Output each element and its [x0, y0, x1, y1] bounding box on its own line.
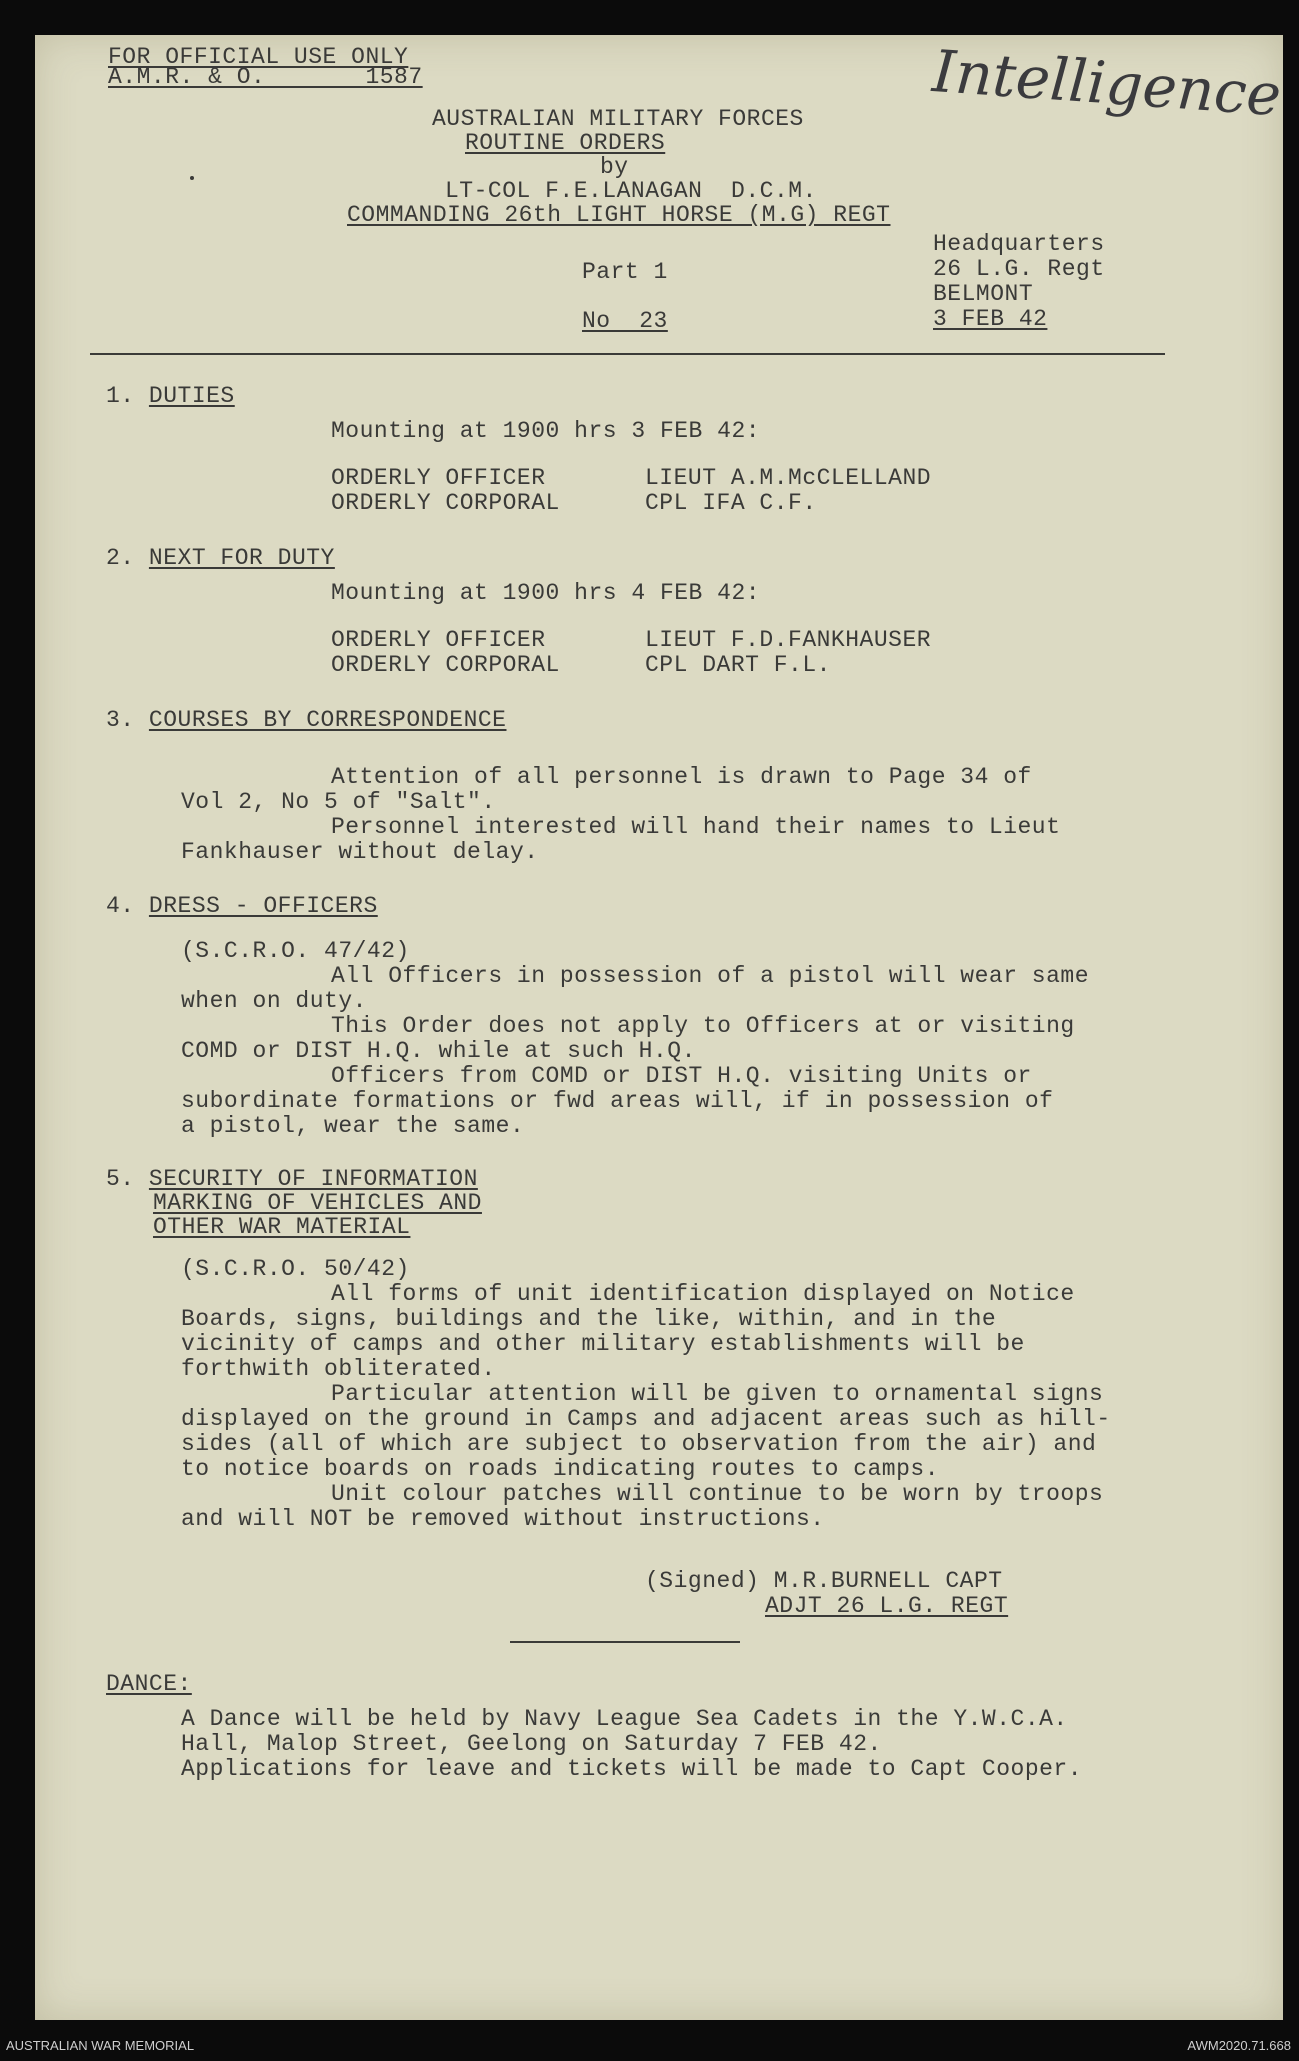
section-5-heading: 5. SECURITY OF INFORMATION [106, 1166, 478, 1192]
section-1-corporal-name: CPL IFA C.F. [645, 490, 817, 516]
title-line-5: COMMANDING 26th LIGHT HORSE (M.G) REGT [347, 202, 891, 228]
section-5-line-2: Boards, signs, buildings and the like, within, and in the [181, 1306, 997, 1332]
dance-line-1: A Dance will be held by Navy League Sea Cadets in the Y.W.C.A. [181, 1706, 1068, 1732]
section-4-line-4: COMD or DIST H.Q. while at such H.Q. [181, 1038, 696, 1064]
signature-divider [510, 1641, 740, 1643]
official-use-label: FOR OFFICIAL USE ONLY [108, 44, 409, 70]
dance-title: DANCE: [106, 1671, 192, 1697]
section-1-mounting: Mounting at 1900 hrs 3 FEB 42: [331, 418, 761, 444]
section-1-corporal-role: ORDERLY CORPORAL [331, 490, 560, 516]
ink-mark [190, 176, 194, 180]
title-line-3: by [600, 154, 629, 180]
section-5-line-5: Particular attention will be given to ornamental signs [331, 1381, 1104, 1407]
section-2-title: NEXT FOR DUTY [148, 545, 335, 571]
dance-line-3: Applications for leave and tickets will be made to Capt Cooper. [181, 1756, 1083, 1782]
title-line-4: LT-COL F.E.LANAGAN D.C.M. [445, 178, 817, 204]
footer-credit: AUSTRALIAN WAR MEMORIAL [6, 2038, 195, 2053]
dance-line-2: Hall, Malop Street, Geelong on Saturday 7 FEB 42. [181, 1731, 882, 1757]
section-4-heading: 4. DRESS - OFFICERS [106, 893, 378, 919]
section-1-title: DUTIES [148, 383, 235, 409]
section-3-line-3: Personnel interested will hand their names to Lieut [331, 814, 1061, 840]
section-4-line-7: a pistol, wear the same. [181, 1113, 525, 1139]
section-5-title-3: OTHER WAR MATERIAL [153, 1214, 411, 1240]
section-4-line-3: This Order does not apply to Officers at or visiting [331, 1013, 1075, 1039]
handwritten-annotation: Intelligence [930, 37, 1284, 130]
section-3-title: COURSES BY CORRESPONDENCE [148, 707, 507, 733]
section-4-line-5: Officers from COMD or DIST H.Q. visiting Units or [331, 1063, 1032, 1089]
section-2-officer-role: ORDERLY OFFICER [331, 627, 546, 653]
part-label: Part 1 [582, 259, 668, 285]
section-5-title-2: MARKING OF VEHICLES AND [153, 1190, 482, 1216]
section-5-title-1: SECURITY OF INFORMATION [148, 1166, 478, 1192]
header-divider [90, 353, 1165, 355]
section-5-line-7: sides (all of which are subject to observation from the air) and [181, 1431, 1097, 1457]
signature-line-2: ADJT 26 L.G. REGT [765, 1593, 1009, 1619]
section-5-line-4: forthwith obliterated. [181, 1356, 496, 1382]
section-4-title: DRESS - OFFICERS [148, 893, 378, 919]
order-number: No 23 [582, 308, 668, 334]
section-5-line-6: displayed on the ground in Camps and adjacent areas such as hill- [181, 1406, 1111, 1432]
section-5-line-9: Unit colour patches will continue to be worn by troops [331, 1481, 1104, 1507]
section-2-corporal-role: ORDERLY CORPORAL [331, 652, 560, 678]
section-3-line-4: Fankhauser without delay. [181, 839, 539, 865]
section-5-line-1: All forms of unit identification displayed on Notice [331, 1281, 1075, 1307]
title-line-1: AUSTRALIAN MILITARY FORCES [432, 106, 804, 132]
section-4-line-2: when on duty. [181, 988, 367, 1014]
section-4-reference: (S.C.R.O. 47/42) [181, 938, 410, 964]
hq-line-3: BELMONT [933, 281, 1034, 307]
section-5-line-8: to notice boards on roads indicating routes to camps. [181, 1456, 940, 1482]
hq-line-2: 26 L.G. Regt [933, 256, 1105, 282]
document-page [35, 35, 1283, 2020]
section-2-mounting: Mounting at 1900 hrs 4 FEB 42: [331, 580, 761, 606]
section-4-line-1: All Officers in possession of a pistol will wear same [331, 963, 1090, 989]
hq-line-1: Headquarters [933, 231, 1105, 257]
signature-line-1: (Signed) M.R.BURNELL CAPT [645, 1568, 1003, 1594]
section-3-line-1: Attention of all personnel is drawn to Page 34 of [331, 764, 1032, 790]
section-5-line-3: vicinity of camps and other military establishments will be [181, 1331, 1025, 1357]
section-5-reference: (S.C.R.O. 50/42) [181, 1256, 410, 1282]
section-2-officer-name: LIEUT F.D.FANKHAUSER [645, 627, 932, 653]
hq-line-4: 3 FEB 42 [933, 306, 1048, 332]
section-2-heading: 2. NEXT FOR DUTY [106, 545, 335, 571]
section-3-line-2: Vol 2, No 5 of "Salt". [181, 789, 496, 815]
section-1-heading: 1. DUTIES [106, 383, 235, 409]
section-3-heading: 3. COURSES BY CORRESPONDENCE [106, 707, 507, 733]
reference-number: A.M.R. & O. 1587 [108, 64, 423, 90]
title-line-2: ROUTINE ORDERS [465, 130, 666, 156]
section-1-officer-role: ORDERLY OFFICER [331, 465, 546, 491]
section-5-line-10: and will NOT be removed without instructions. [181, 1506, 825, 1532]
footer-accession-number: AWM2020.71.668 [1187, 2038, 1291, 2053]
section-4-line-6: subordinate formations or fwd areas will, if in possession of [181, 1088, 1054, 1114]
section-1-officer-name: LIEUT A.M.McCLELLAND [645, 465, 932, 491]
section-2-corporal-name: CPL DART F.L. [645, 652, 831, 678]
